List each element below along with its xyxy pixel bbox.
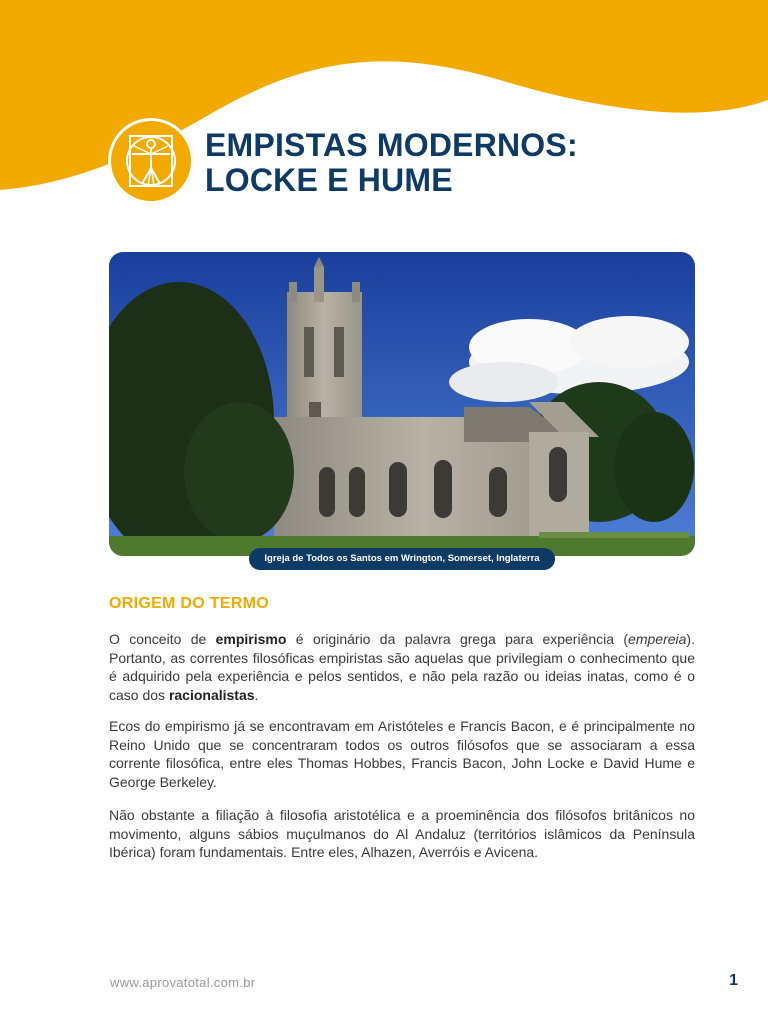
paragraph-3: Não obstante a filiação à filosofia aristotélica e a proeminência dos filósofos britânicos no movimento, alguns sábios muçulmanos do Al Andaluz (territórios islâmicos da Península Ibérica) foram fundamentais. Entre eles, Alhazen, Averróis e Avicena.: [109, 807, 695, 860]
photo-caption: Igreja de Todos os Santos em Wrington, Somerset, Inglaterra: [249, 548, 555, 570]
p1-text-c: é originário da palavra grega para experiência (: [286, 631, 629, 647]
paragraph-1: [109, 630, 695, 704]
p1-text-g: .: [254, 686, 259, 703]
section-heading: ORIGEM DO TERMO: [109, 595, 270, 612]
footer-url-link[interactable]: www.aprovatotal.com.br: [110, 975, 256, 990]
p1-text-e: ). Portanto, as correntes filosóficas empiristas são aquelas que privilegiam o conhecimento que é adquirido pela experiência e pelos sentidos, e não pela razão ou ideias inatas, como é o caso dos: [109, 631, 695, 703]
page-title: [205, 128, 725, 198]
vitruvian-man-icon: [108, 118, 194, 204]
title-line-2: LOCKE E HUME: [205, 162, 453, 198]
title-line-1: EMPISTAS MODERNOS:: [205, 127, 578, 163]
paragraph-2: Ecos do empirismo já se encontravam em Aristóteles e Francis Bacon, e é principalmente no Reino Unido que se concentraram todos os outros filósofos que se associaram a essa corrente filosófica, entre eles Thomas Hobbes, Francis Bacon, John Locke e David Hume e George Berkeley.: [109, 718, 695, 790]
church-photo: [109, 252, 695, 556]
p1-term-racionalistas: racionalistas: [168, 686, 255, 703]
p1-text-a: O conceito de: [109, 631, 216, 647]
page-number: 1: [729, 972, 738, 989]
p1-term-empirismo: empirismo: [215, 631, 287, 647]
p1-term-empereia: empereia: [628, 631, 687, 647]
logo-badge: [108, 118, 194, 204]
